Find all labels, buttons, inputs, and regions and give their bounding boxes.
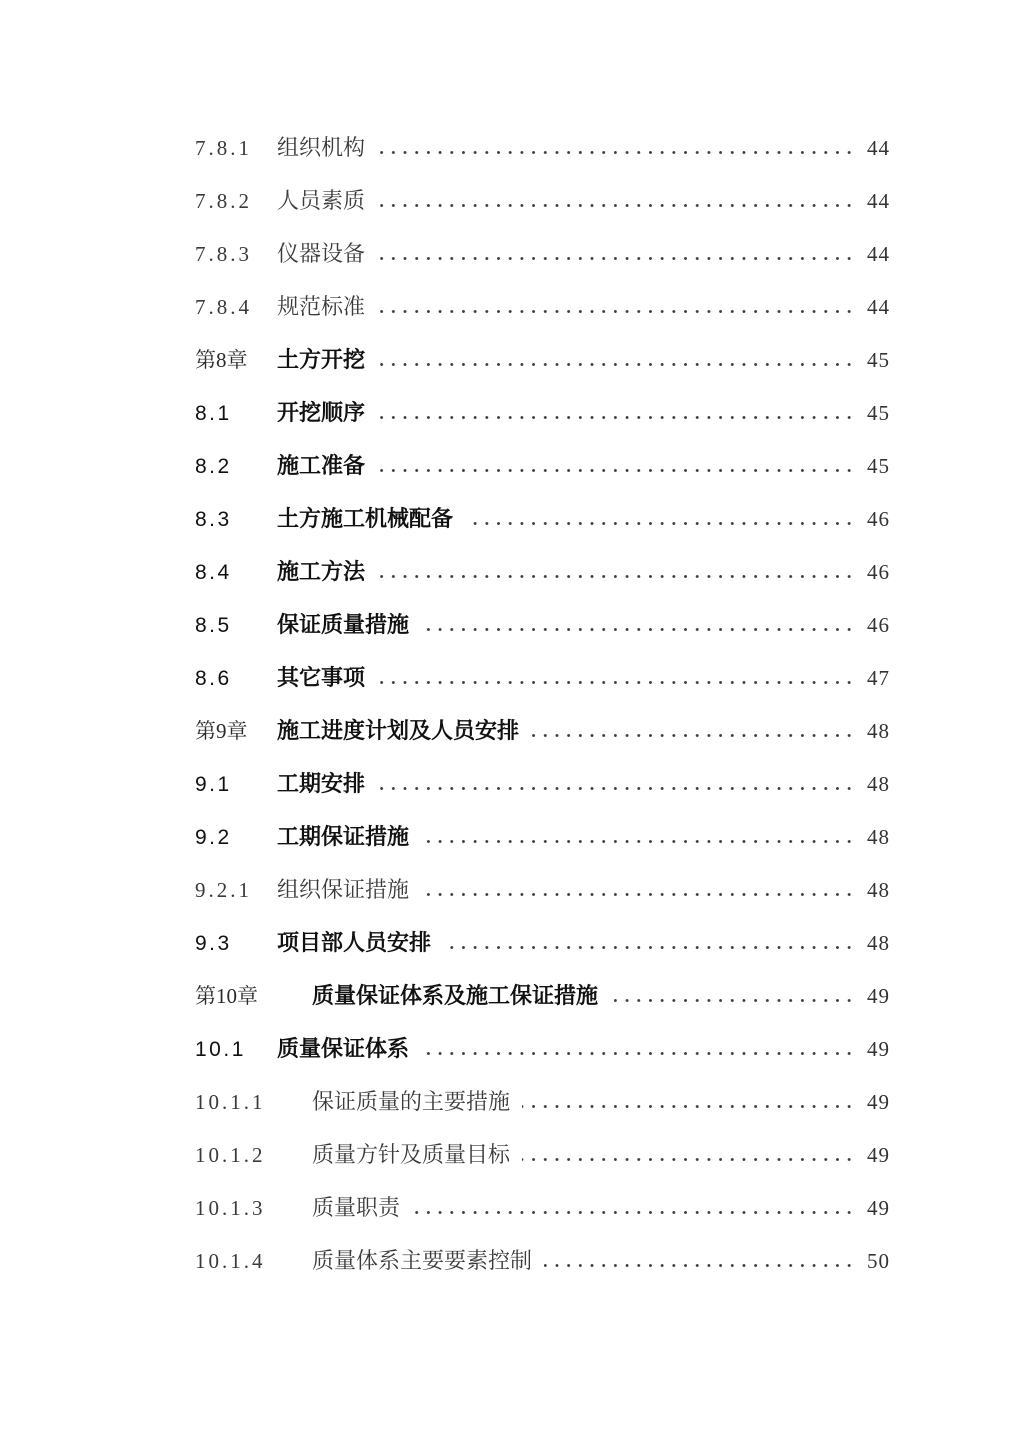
table-of-contents [0, 122, 1012, 1288]
toc-entry-number: 10.1.1 [195, 1090, 266, 1114]
toc-entry-title: 仪器设备 [277, 242, 366, 267]
toc-entry-title: 质量保证体系及施工保证措施 [312, 984, 599, 1009]
toc-entry-title: 施工准备 [277, 454, 366, 479]
dot-leader [421, 1052, 855, 1055]
toc-entry-title: 施工方法 [277, 560, 366, 585]
toc-entry-title: 项目部人员安排 [277, 931, 432, 956]
dot-leader [377, 416, 855, 419]
dot-leader [531, 734, 855, 737]
toc-entry-page: 49 [867, 984, 890, 1008]
dot-leader [465, 522, 855, 525]
toc-entry-8-3[interactable] [0, 493, 890, 546]
toc-entry-title: 土方施工机械配备 [277, 507, 454, 532]
toc-entry-number: 9.1 [195, 773, 232, 796]
toc-entry-title: 组织保证措施 [277, 878, 410, 903]
toc-entry-number: 8.5 [195, 614, 232, 637]
toc-entry-number: 第9章 [195, 719, 248, 743]
toc-entry-9-2-1[interactable] [0, 864, 890, 917]
dot-leader [377, 310, 855, 313]
toc-entry-page: 48 [867, 825, 890, 849]
toc-entry-number: 8.3 [195, 508, 232, 531]
toc-entry-number: 7.8.3 [195, 242, 252, 266]
toc-entry-9-2[interactable] [0, 811, 890, 864]
toc-entry-page: 48 [867, 719, 890, 743]
toc-entry-8-6[interactable] [0, 652, 890, 705]
toc-chapter-10[interactable] [0, 970, 890, 1023]
dot-leader [377, 787, 855, 790]
toc-entry-title: 保证质量的主要措施 [312, 1090, 511, 1115]
dot-leader [421, 893, 855, 896]
toc-entry-title: 组织机构 [277, 136, 366, 161]
dot-leader [377, 204, 855, 207]
toc-entry-7-8-2[interactable] [0, 175, 890, 228]
toc-entry-8-5[interactable] [0, 599, 890, 652]
toc-entry-page: 49 [867, 1090, 890, 1114]
toc-entry-title: 施工进度计划及人员安排 [277, 719, 520, 744]
toc-entry-7-8-1[interactable] [0, 122, 890, 175]
toc-entry-page: 47 [867, 666, 890, 690]
toc-entry-8-2[interactable] [0, 440, 890, 493]
toc-entry-number: 10.1.2 [195, 1143, 266, 1167]
toc-entry-number: 第10章 [195, 984, 258, 1008]
toc-entry-9-3[interactable] [0, 917, 890, 970]
dot-leader [377, 151, 855, 154]
toc-entry-8-4[interactable] [0, 546, 890, 599]
toc-entry-number: 9.2.1 [195, 878, 252, 902]
dot-leader [377, 575, 855, 578]
toc-entry-number: 7.8.4 [195, 295, 252, 319]
toc-entry-title: 开挖顺序 [277, 401, 366, 426]
toc-entry-8-1[interactable] [0, 387, 890, 440]
toc-entry-page: 49 [867, 1143, 890, 1167]
dot-leader [377, 469, 855, 472]
dot-leader [421, 840, 855, 843]
toc-entry-10-1-1[interactable] [0, 1076, 890, 1129]
toc-entry-number: 10.1.3 [195, 1196, 266, 1220]
dot-leader [377, 257, 855, 260]
dot-leader [443, 946, 855, 949]
dot-leader [522, 1105, 855, 1108]
toc-chapter-9[interactable] [0, 705, 890, 758]
toc-entry-title: 工期安排 [277, 772, 366, 797]
toc-entry-7-8-4[interactable] [0, 281, 890, 334]
toc-entry-title: 人员素质 [277, 189, 366, 214]
toc-entry-page: 45 [867, 401, 890, 425]
dot-leader [421, 628, 855, 631]
toc-entry-page: 45 [867, 454, 890, 478]
dot-leader [544, 1264, 855, 1267]
toc-entry-page: 44 [867, 242, 890, 266]
dot-leader [522, 1158, 855, 1161]
toc-entry-title: 规范标准 [277, 295, 366, 320]
toc-entry-page: 46 [867, 507, 890, 531]
dot-leader [377, 681, 855, 684]
toc-entry-page: 44 [867, 189, 890, 213]
toc-entry-number: 9.3 [195, 932, 232, 955]
toc-entry-number: 8.2 [195, 455, 232, 478]
toc-entry-title: 质量方针及质量目标 [312, 1143, 511, 1168]
toc-entry-title: 质量职责 [312, 1196, 401, 1221]
toc-entry-page: 46 [867, 560, 890, 584]
toc-entry-7-8-3[interactable] [0, 228, 890, 281]
toc-entry-page: 46 [867, 613, 890, 637]
dot-leader [610, 999, 855, 1002]
toc-entry-page: 48 [867, 772, 890, 796]
toc-entry-page: 49 [867, 1196, 890, 1220]
toc-entry-page: 49 [867, 1037, 890, 1061]
toc-entry-title: 保证质量措施 [277, 613, 410, 638]
toc-entry-number: 第8章 [195, 348, 248, 372]
toc-entry-number: 7.8.1 [195, 136, 252, 160]
toc-entry-page: 50 [867, 1249, 890, 1273]
toc-entry-number: 7.8.2 [195, 189, 252, 213]
toc-entry-title: 质量体系主要要素控制 [312, 1249, 533, 1274]
toc-entry-10-1-2[interactable] [0, 1129, 890, 1182]
toc-entry-page: 45 [867, 348, 890, 372]
toc-entry-page: 48 [867, 931, 890, 955]
toc-entry-number: 8.6 [195, 667, 232, 690]
toc-entry-page: 48 [867, 878, 890, 902]
toc-chapter-8[interactable] [0, 334, 890, 387]
toc-entry-title: 土方开挖 [277, 348, 366, 373]
toc-entry-10-1[interactable] [0, 1023, 890, 1076]
toc-entry-number: 9.2 [195, 826, 232, 849]
toc-entry-number: 8.4 [195, 561, 232, 584]
toc-entry-number: 10.1 [195, 1038, 246, 1061]
toc-entry-title: 质量保证体系 [277, 1037, 410, 1062]
toc-entry-10-1-3[interactable] [0, 1182, 890, 1235]
toc-entry-title: 工期保证措施 [277, 825, 410, 850]
dot-leader [412, 1211, 855, 1214]
toc-entry-page: 44 [867, 136, 890, 160]
toc-entry-10-1-4[interactable] [0, 1235, 890, 1288]
dot-leader [377, 363, 855, 366]
toc-entry-title: 其它事项 [277, 666, 366, 691]
toc-entry-9-1[interactable] [0, 758, 890, 811]
toc-entry-number: 8.1 [195, 402, 232, 425]
toc-entry-number: 10.1.4 [195, 1249, 266, 1273]
toc-entry-page: 44 [867, 295, 890, 319]
